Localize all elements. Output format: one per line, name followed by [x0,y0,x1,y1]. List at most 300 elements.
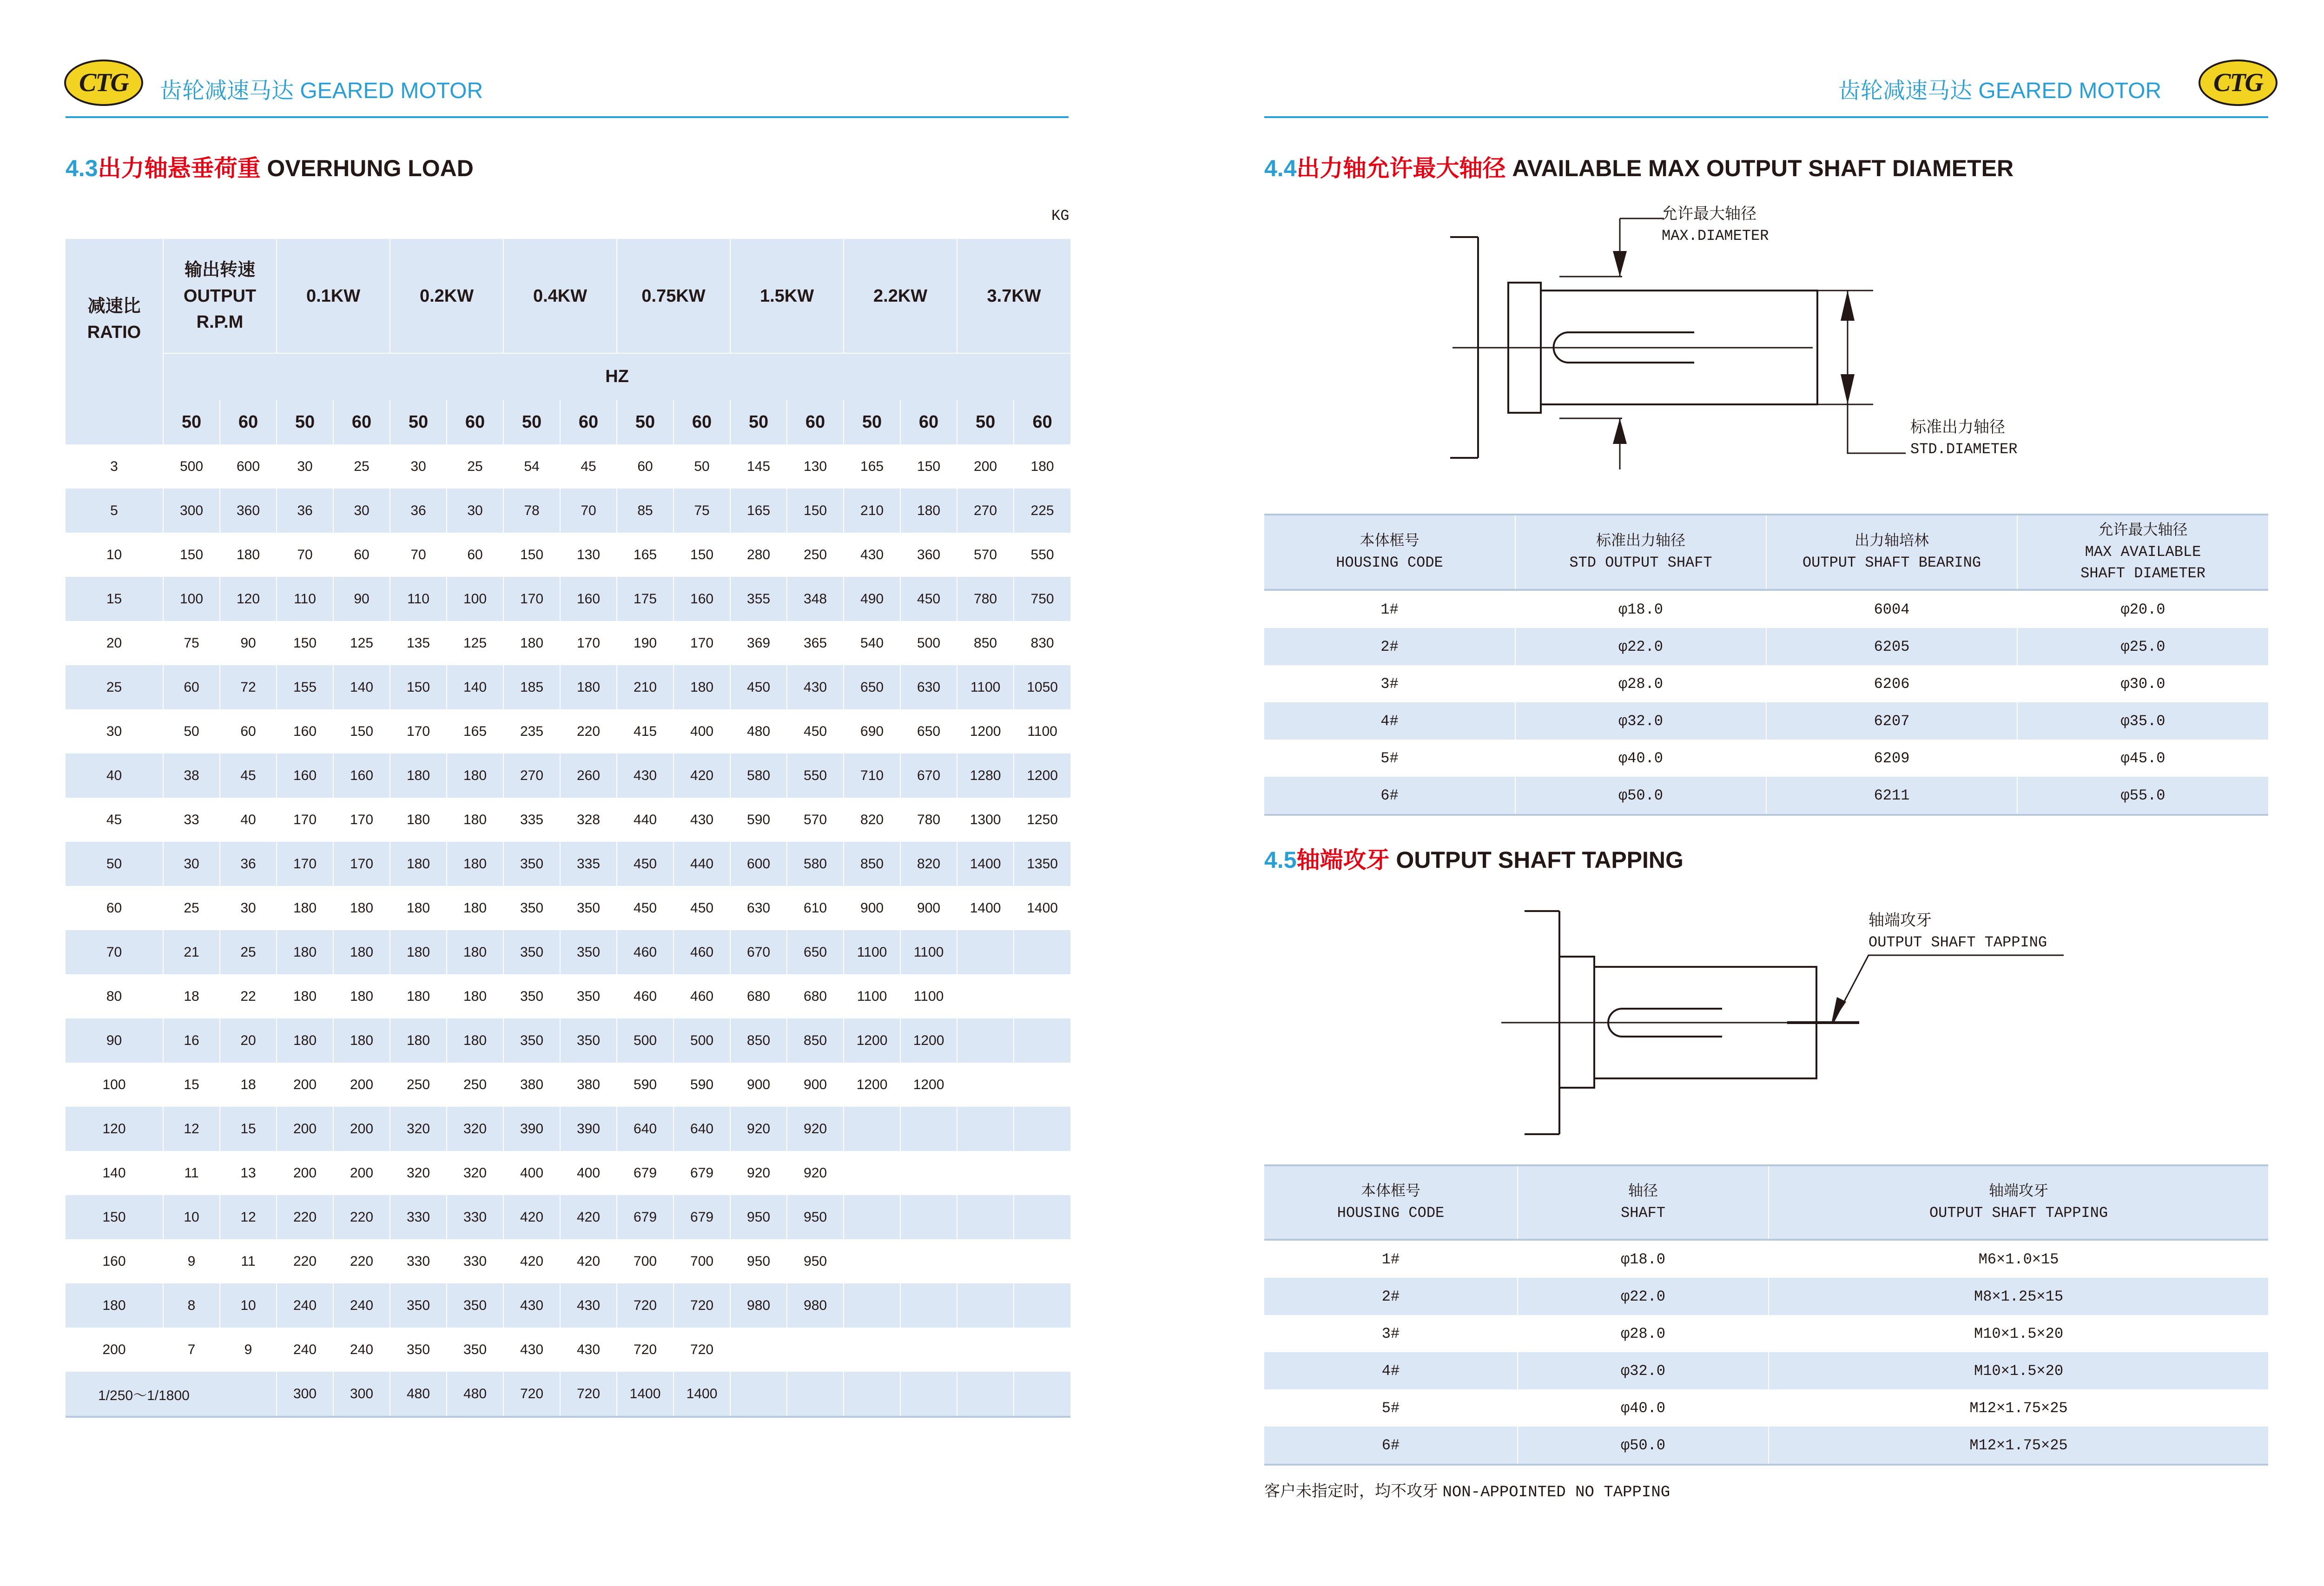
load-cell: 30 [220,886,277,930]
ratio-cell: 20 [106,635,122,651]
load-cell [730,1372,787,1417]
load-cell: 920 [787,1151,844,1195]
load-cell: 350 [390,1328,447,1372]
load-cell: 22 [220,974,277,1018]
load-cell: 830 [1014,621,1070,665]
table-cell: φ45.0 [2017,740,2268,777]
table-cell: φ50.0 [1515,777,1766,815]
load-cell: 1250 [1014,798,1070,842]
load-cell: 355 [730,577,787,621]
note-en: NON-APPOINTED NO TAPPING [1442,1484,1670,1501]
load-cell: 450 [673,886,730,930]
load-cell: 250 [787,533,844,577]
load-cell: 200 [277,1107,333,1151]
load-cell: 450 [730,665,787,709]
load-cell: 13 [220,1151,277,1195]
load-cell: 1100 [900,974,957,1018]
load-cell: 430 [844,533,900,577]
load-cell: 110 [390,577,447,621]
load-cell: 180 [390,1018,447,1063]
column-header-line: SHAFT DIAMETER [2080,565,2205,582]
table-cell: 4# [1264,1352,1518,1389]
load-cell: 700 [673,1239,730,1283]
hz-value: 50 [390,400,447,444]
label-max-cn: 允许最大轴径 [1662,205,1756,223]
load-cell [900,1239,957,1283]
output-header-unit: R.P.M [196,312,244,332]
table-row [66,489,1070,533]
load-cell: 180 [560,665,617,709]
load-cell: 120 [220,577,277,621]
load-cell: 200 [333,1107,390,1151]
ratio-cell: 100 [102,1077,126,1092]
load-cell: 300 [277,1372,333,1417]
load-cell: 25 [220,930,277,974]
output-rpm-header [163,239,277,353]
load-cell [1014,1018,1070,1063]
load-cell: 1050 [1014,665,1070,709]
load-cell: 25 [333,444,390,489]
load-cell: 240 [277,1328,333,1372]
load-cell: 430 [787,665,844,709]
table-cell: 5# [1381,1399,1400,1417]
load-cell: 180 [390,842,447,886]
load-cell [957,1195,1014,1239]
brand-logo [64,59,143,106]
load-cell: 175 [617,577,673,621]
table-cell: φ28.0 [1518,1315,1769,1352]
load-cell: 580 [730,753,787,798]
table-cell: φ55.0 [2017,777,2268,815]
load-cell: 320 [390,1151,447,1195]
table-cell: φ50.0 [1518,1427,1769,1465]
load-cell: 9 [163,1239,220,1283]
hz-value: 50 [730,400,787,444]
power-header: 2.2KW [844,239,957,353]
load-cell: 33 [163,798,220,842]
table-row [1264,665,2268,702]
load-cell: 50 [163,709,220,753]
table-cell: φ18.0 [1515,590,1766,628]
load-cell: 36 [277,489,333,533]
load-cell: 950 [730,1239,787,1283]
load-cell: 70 [277,533,333,577]
load-cell: 155 [277,665,333,709]
table-row [1264,1352,2268,1389]
load-cell: 180 [390,886,447,930]
load-cell: 180 [673,665,730,709]
ratio-cell: 70 [66,930,163,974]
load-cell: 460 [673,974,730,1018]
load-cell: 720 [503,1372,560,1417]
table-row [66,798,1070,842]
load-cell [1014,974,1070,1018]
load-cell: 390 [503,1107,560,1151]
load-cell: 430 [560,1328,617,1372]
load-cell: 200 [333,1151,390,1195]
load-cell [957,1372,1014,1417]
load-cell: 30 [163,842,220,886]
hz-blank [66,400,163,444]
load-cell: 650 [787,930,844,974]
load-cell: 220 [277,1239,333,1283]
load-cell: 850 [730,1018,787,1063]
label-max-diameter [1662,203,1769,247]
hz-values-row [66,400,1070,444]
load-cell: 1100 [900,930,957,974]
load-cell: 750 [1014,577,1070,621]
load-cell: 78 [503,489,560,533]
load-cell: 170 [277,842,333,886]
section-title-max-shaft: 4.4出力轴允许最大轴径 AVAILABLE MAX OUTPUT SHAFT DIAMETER [1264,155,2014,181]
load-cell [844,1195,900,1239]
load-cell: 600 [220,444,277,489]
hz-label: HZ [163,353,1070,400]
load-cell: 780 [900,798,957,842]
load-cell [900,1151,957,1195]
table-row [66,444,1070,489]
load-cell [844,1328,900,1372]
load-cell [900,1328,957,1372]
load-cell: 1200 [900,1018,957,1063]
load-cell [957,1107,1014,1151]
load-cell: 980 [787,1283,844,1328]
label-tapping [1868,909,2047,954]
column-header-line: HOUSING CODE [1336,554,1443,571]
load-cell: 380 [503,1063,560,1107]
load-cell: 350 [447,1283,503,1328]
hz-value: 50 [503,400,560,444]
load-cell: 180 [503,621,560,665]
load-cell: 1400 [673,1372,730,1417]
table-cell: 2# [1264,628,1515,665]
header-divider-right [1264,116,2268,118]
load-cell: 165 [844,444,900,489]
load-cell: 550 [787,753,844,798]
table-cell: M8×1.25×15 [1769,1278,2268,1315]
load-cell: 920 [787,1107,844,1151]
column-header-line: 标准出力轴径 [1596,533,1685,550]
column-header-line: STD OUTPUT SHAFT [1569,554,1712,571]
load-cell: 170 [277,798,333,842]
load-cell: 18 [163,974,220,1018]
label-tapping-en: OUTPUT SHAFT TAPPING [1868,934,2047,951]
load-cell [1014,1372,1070,1417]
load-cell: 30 [277,444,333,489]
load-cell: 630 [730,886,787,930]
load-cell: 235 [503,709,560,753]
load-cell [957,1063,1014,1107]
load-cell: 140 [447,665,503,709]
load-cell: 328 [560,798,617,842]
load-cell: 180 [390,753,447,798]
column-header-line: 出力轴培林 [1854,533,1929,550]
table-cell: 3# [1381,1325,1400,1342]
load-cell: 140 [333,665,390,709]
load-cell: 1400 [957,842,1014,886]
column-header-line: 允许最大轴径 [2098,522,2188,539]
table-row [66,1063,1070,1107]
header-divider [66,116,1069,118]
load-cell: 21 [163,930,220,974]
power-header: 0.75KW [617,239,730,353]
load-cell: 180 [447,753,503,798]
load-cell: 320 [447,1107,503,1151]
load-cell [787,1328,844,1372]
brand-logo-text: CTG [79,68,128,97]
max-shaft-header-row [1264,515,2268,590]
load-cell: 360 [900,533,957,577]
load-cell: 180 [447,842,503,886]
brand-logo-right [2199,59,2278,106]
table-row [66,1328,1070,1372]
load-cell: 390 [560,1107,617,1151]
load-cell [957,1018,1014,1063]
table-row [66,621,1070,665]
ratio-cell: 140 [102,1165,126,1181]
load-cell: 400 [560,1151,617,1195]
load-cell [730,1328,787,1372]
load-cell: 72 [220,665,277,709]
header-title-right: 齿轮减速马达 GEARED MOTOR [1838,79,2162,103]
load-cell: 160 [560,577,617,621]
load-cell: 590 [617,1063,673,1107]
table-cell: 5# [1380,749,1399,767]
load-cell: 60 [220,709,277,753]
column-header [1264,515,1515,590]
table-cell: 6# [1264,777,1515,815]
label-std-cn: 标准出力轴径 [1910,418,2005,436]
load-cell: 350 [560,930,617,974]
load-cell: 165 [447,709,503,753]
table-row [1264,590,2268,628]
load-cell: 160 [277,709,333,753]
load-cell: 300 [333,1372,390,1417]
table-row [66,1107,1070,1151]
power-header: 3.7KW [957,239,1070,353]
load-cell: 680 [787,974,844,1018]
load-cell: 36 [390,489,447,533]
load-cell: 350 [503,886,560,930]
load-cell [957,974,1014,1018]
ratio-cell: 150 [66,1195,163,1239]
load-cell: 350 [503,930,560,974]
load-cell: 15 [220,1107,277,1151]
load-cell: 36 [220,842,277,886]
load-cell: 200 [957,444,1014,489]
column-header-line: 轴端攻牙 [1988,1183,2048,1200]
load-cell [844,1107,900,1151]
load-cell: 450 [617,886,673,930]
power-header: 0.2KW [390,239,503,353]
table-cell: φ22.0 [1518,1278,1769,1315]
load-cell [900,1195,957,1239]
load-cell: 10 [220,1283,277,1328]
load-cell [957,1151,1014,1195]
load-cell: 540 [844,621,900,665]
ratio-cell: 160 [102,1253,126,1269]
ratio-cell: 180 [66,1283,163,1328]
load-cell: 850 [957,621,1014,665]
load-cell: 450 [787,709,844,753]
hz-value: 60 [220,400,277,444]
load-cell [1014,1107,1070,1151]
table-cell: 6004 [1766,590,2017,628]
load-cell: 1400 [957,886,1014,930]
load-cell: 170 [560,621,617,665]
column-header [1515,515,1766,590]
load-cell [844,1151,900,1195]
column-header-line: OUTPUT SHAFT TAPPING [1929,1204,2108,1222]
load-cell: 360 [220,489,277,533]
table-cell: φ30.0 [2017,665,2268,702]
load-cell: 460 [617,974,673,1018]
load-cell: 280 [730,533,787,577]
column-header-line: OUTPUT SHAFT BEARING [1802,554,1981,571]
load-cell: 350 [503,842,560,886]
load-cell: 350 [447,1328,503,1372]
column-header-line: HOUSING CODE [1337,1204,1445,1222]
ratio-header [66,239,163,400]
load-cell: 500 [900,621,957,665]
load-cell: 180 [277,1018,333,1063]
load-cell: 460 [617,930,673,974]
load-cell: 250 [390,1063,447,1107]
load-cell: 720 [617,1328,673,1372]
load-cell: 679 [617,1151,673,1195]
load-cell: 1200 [900,1063,957,1107]
load-cell: 350 [390,1283,447,1328]
load-cell: 330 [447,1195,503,1239]
table-row [66,1151,1070,1195]
table-cell: 4# [1264,702,1515,740]
load-cell: 180 [390,930,447,974]
table-cell: φ40.0 [1515,740,1766,777]
load-cell: 7 [163,1328,220,1372]
load-cell [957,1283,1014,1328]
hz-value: 50 [957,400,1014,444]
table-cell: M12×1.75×25 [1769,1427,2268,1465]
load-cell: 200 [277,1063,333,1107]
column-header-line: SHAFT [1620,1204,1665,1222]
ratio-cell: 40 [66,753,163,798]
table-cell: 6209 [1766,740,2017,777]
brand-logo-text: CTG [2213,68,2263,97]
load-cell [957,1328,1014,1372]
table-row [66,709,1070,753]
load-cell: 130 [560,533,617,577]
hz-value: 50 [277,400,333,444]
load-cell: 180 [447,886,503,930]
load-cell: 170 [503,577,560,621]
load-cell: 180 [333,1018,390,1063]
load-cell: 350 [560,886,617,930]
output-header-en: OUTPUT [183,286,257,306]
power-header: 0.4KW [503,239,617,353]
load-cell: 380 [560,1063,617,1107]
load-cell: 335 [560,842,617,886]
load-cell: 920 [730,1151,787,1195]
tapping-table [1264,1164,2268,1466]
load-cell: 125 [333,621,390,665]
column-header [2017,515,2268,590]
load-cell: 250 [447,1063,503,1107]
hz-value: 60 [447,400,503,444]
load-cell: 350 [560,974,617,1018]
load-cell: 950 [730,1195,787,1239]
table-cell: 6211 [1766,777,2017,815]
load-cell: 640 [673,1107,730,1151]
load-cell: 610 [787,886,844,930]
table-header-row [66,239,1070,353]
label-std-en: STD.DIAMETER [1910,441,2018,458]
ratio-cell: 90 [66,1018,163,1063]
table-cell: M6×1.0×15 [1769,1240,2268,1278]
load-cell: 180 [900,489,957,533]
table-row [66,665,1070,709]
header-title: 齿轮减速马达 GEARED MOTOR [160,79,483,103]
load-cell: 180 [447,974,503,1018]
load-cell: 350 [560,1018,617,1063]
load-cell: 180 [333,886,390,930]
load-cell: 210 [844,489,900,533]
load-cell: 900 [844,886,900,930]
load-cell [1014,1195,1070,1239]
load-cell: 420 [503,1239,560,1283]
load-cell: 45 [560,444,617,489]
table-cell: φ28.0 [1515,665,1766,702]
load-cell: 150 [503,533,560,577]
tapping-note [1264,1478,1670,1501]
load-cell: 650 [844,665,900,709]
load-cell [1014,1239,1070,1283]
load-cell: 365 [787,621,844,665]
table-row [1264,1427,2268,1465]
hz-value: 60 [1014,400,1070,444]
load-cell [787,1372,844,1417]
table-cell: φ32.0 [1515,702,1766,740]
load-cell: 240 [277,1283,333,1328]
load-cell: 650 [900,709,957,753]
load-cell: 130 [787,444,844,489]
load-cell: 180 [447,930,503,974]
load-cell: 38 [163,753,220,798]
ratio-cell: 3 [110,458,118,474]
load-cell: 190 [617,621,673,665]
ratio-cell: 15 [66,577,163,621]
table-row [66,930,1070,974]
load-cell: 415 [617,709,673,753]
load-cell: 1200 [957,709,1014,753]
load-cell: 30 [390,444,447,489]
load-cell: 480 [390,1372,447,1417]
overhung-load-table [66,239,1070,1418]
load-cell: 25 [163,886,220,930]
load-cell: 450 [900,577,957,621]
unit-label: KG [1051,207,1070,225]
ratio-cell: 25 [66,665,163,709]
load-cell: 440 [617,798,673,842]
ratio-header-cn: 减速比 [87,297,141,316]
load-cell: 110 [277,577,333,621]
load-cell: 8 [163,1283,220,1328]
load-cell: 1400 [617,1372,673,1417]
load-cell: 85 [617,489,673,533]
load-cell: 40 [220,798,277,842]
load-cell: 180 [277,886,333,930]
load-cell [900,1283,957,1328]
load-cell: 335 [503,798,560,842]
